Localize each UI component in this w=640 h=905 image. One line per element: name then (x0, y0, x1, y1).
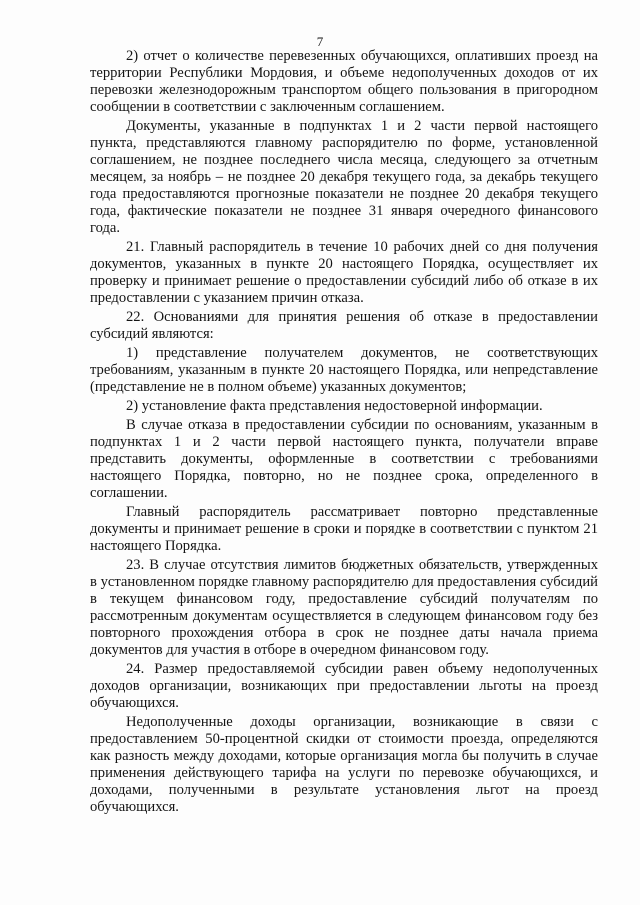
document-body (90, 48, 598, 818)
paragraph-documents-deadlines: Документы, указанные в подпунктах 1 и 2 части первой настоящего пункта, представляются главному распорядителю по форме, установленной соглашением, не позднее последнего числа месяца, следующего за отчетным месяцем, за ноябрь – не позднее 20 декабря текущего года, за декабрь текущего года предоставляются прогнозные показатели не позднее 20 декабря текущего года, фактические показатели не позднее 31 января очередного финансового года. (90, 118, 598, 236)
paragraph-clause-24: 24. Размер предоставляемой субсидии равен объему недополученных доходов организации, возникающих при предоставлении льготы на проезд обучающихся. (90, 661, 598, 711)
paragraph-clause-21: 21. Главный распорядитель в течение 10 рабочих дней со дня получения документов, указанных в пункте 20 настоящего Порядка, осуществляет их проверку и принимает решение о предоставлении субсидий либо об отказе в их предоставлении с указанием причин отказа. (90, 239, 598, 306)
paragraph-refusal-resubmission: В случае отказа в предоставлении субсидии по основаниям, указанным в подпунктах 1 и 2 части первой настоящего пункта, получатели вправе представить документы, оформленные в соответствии с требованиями настоящего Порядка, повторно, но не позднее срока, определенного в соглашении. (90, 417, 598, 501)
page-number: 7 (316, 34, 324, 49)
paragraph-clause-22: 22. Основаниями для принятия решения об отказе в предоставлении субсидий являются: (90, 309, 598, 342)
paragraph-clause-22-item-1: 1) представление получателем документов, не соответствующих требованиям, указанным в пункте 20 настоящего Порядка, или непредставление (представление не в полном объеме) указанных документов; (90, 345, 598, 395)
paragraph-repeat-review: Главный распорядитель рассматривает повторно представленные документы и принимает решение в сроки и порядке в соответствии с пунктом 21 настоящего Порядка. (90, 504, 598, 554)
paragraph-lost-income-definition: Недополученные доходы организации, возникающие в связи с предоставлением 50-процентной скидки от стоимости проезда, определяются как разность между доходами, которые организация могла бы получить в случае применения действующего тарифа на услуги по перевозке обучающихся, и доходами, полученными в результате установления льгот на проезд обучающихся. (90, 714, 598, 815)
paragraph-report-item-2: 2) отчет о количестве перевезенных обучающихся, оплативших проезд на территории Республики Мордовия, и объеме недополученных доходов от их перевозки железнодорожным транспортом общего пользования в пригородном сообщении в соответствии с заключенным соглашением. (90, 48, 598, 115)
paragraph-clause-22-item-2: 2) установление факта представления недостоверной информации. (126, 398, 543, 414)
paragraph-clause-23: 23. В случае отсутствия лимитов бюджетных обязательств, утвержденных в установленном порядке главному распорядителю для предоставления субсидий в текущем финансовом году, предоставление субсидий получателям по рассмотренным документам осуществляется в следующем финансовом году без повторного прохождения отбора в срок не позднее даты начала приема документов для участия в отборе в очередном финансовом году. (90, 557, 598, 658)
